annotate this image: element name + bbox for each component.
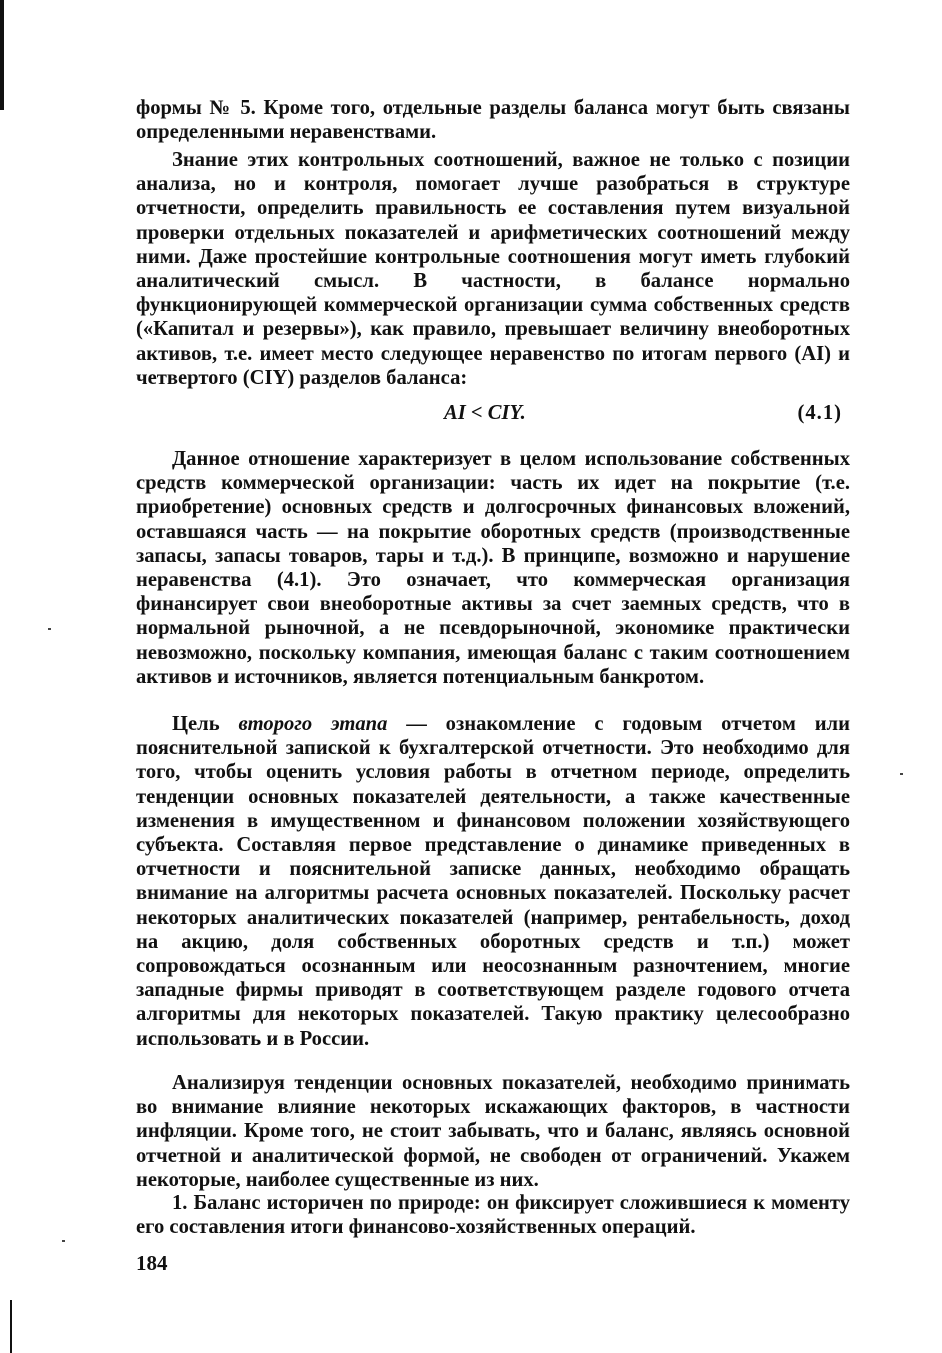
formula-4-1	[136, 402, 850, 428]
paragraph-text: Анализируя тенденции основных показателей, необходимо принимать во внимание влияние некоторых искажающих факторов, в частности инфляции. Кроме того, не стоит забывать, что и баланс, являясь основной отчетной и аналитической формой, не свободен от ограничений. Укажем некоторые, наиболее существенные из них.	[136, 1072, 850, 1191]
paragraph-continuation	[136, 96, 850, 144]
paragraph-text: формы № 5. Кроме того, отдельные разделы баланса могут быть связаны определенными неравенствами.	[136, 97, 850, 144]
formula-number: (4.1)	[797, 402, 842, 424]
paragraph-text: Знание этих контрольных соотношений, важное не только с позиции анализа, но и контроля, помогает лучше разобраться в структуре отчетности, определить правильность ее составления путем визуальной проверки отдельных показателей и арифметических соотношений между ними. Даже простейшие контрольные соотношения могут иметь глубокий аналитический смысл. В частности, в балансе нормально функционирующей коммерческой организации сумма собственных средств («Капитал и резервы»), как правило, превышает величину внеоборотных активов, т.е. имеет место следующее неравенство по итогам первого (AI) и четвертого (CIY) разделов баланса:	[136, 149, 850, 389]
scan-edge-mark	[10, 1300, 12, 1353]
paragraph-text: 1. Баланс историчен по природе: он фиксирует сложившиеся к моменту его составления итоги финансово-хозяйственных операций.	[136, 1192, 850, 1239]
paragraph-control-ratios	[136, 148, 850, 390]
italic-term: второго этапа	[238, 713, 388, 735]
formula-expression: AI < CIY.	[444, 402, 526, 424]
paragraph-text: Данное отношение характеризует в целом использование собственных средств коммерческой организации: часть их идет на покрытие (т.е. приобретение) основных средств и долгосрочных финансовых вложений, оставшаяся часть — на покрытие оборотных средств (производственные запасы, запасы товаров, тары и т.д.). В принципе, возможно и нарушение неравенства (4.1). Это означает, что коммерческая организация финансирует свои внеоборотные активы за счет заемных средств, что в нормальной рыночной, а не псевдорыночной, экономике практически невозможно, поскольку компания, имеющая баланс с таким соотношением активов и источников, является потенциальным банкротом.	[136, 448, 850, 688]
scan-speck	[48, 628, 51, 630]
list-item-1	[136, 1191, 850, 1239]
paragraph-trends	[136, 1071, 850, 1192]
paragraph-second-stage	[136, 712, 850, 1051]
scan-speck	[62, 1240, 65, 1242]
scan-speck	[900, 773, 903, 775]
scan-edge-mark	[0, 0, 4, 110]
paragraph-text	[136, 712, 850, 1051]
page-number: 184	[136, 1251, 168, 1275]
paragraph-lead: Цель	[172, 713, 239, 735]
paragraph-body: — ознакомление с годовым отчетом или пояснительной запиской к бухгалтерской отчетности. Это необходимо для того, чтобы оценить условия работы в отчетном периоде, определить тенденции основных показателей деятельности, а также качественные изменения в имущественном и финансовом положении хозяйствующего субъекта. Составляя первое представление о динамике приведенных в отчетности и пояснительной записке данных, необходимо обращать внимание на алгоритмы расчета основных показателей. Поскольку расчет некоторых аналитических показателей (например, рентабельность, доход на акцию, доля собственных оборотных средств и т.п.) может сопровождаться осознанным или неосознанным разночтением, многие западные фирмы приводят в соответствующем разделе годового отчета алгоритмы для некоторых показателей. Такую практику целесообразно использовать и в России.	[136, 713, 850, 1050]
paragraph-relation	[136, 447, 850, 689]
